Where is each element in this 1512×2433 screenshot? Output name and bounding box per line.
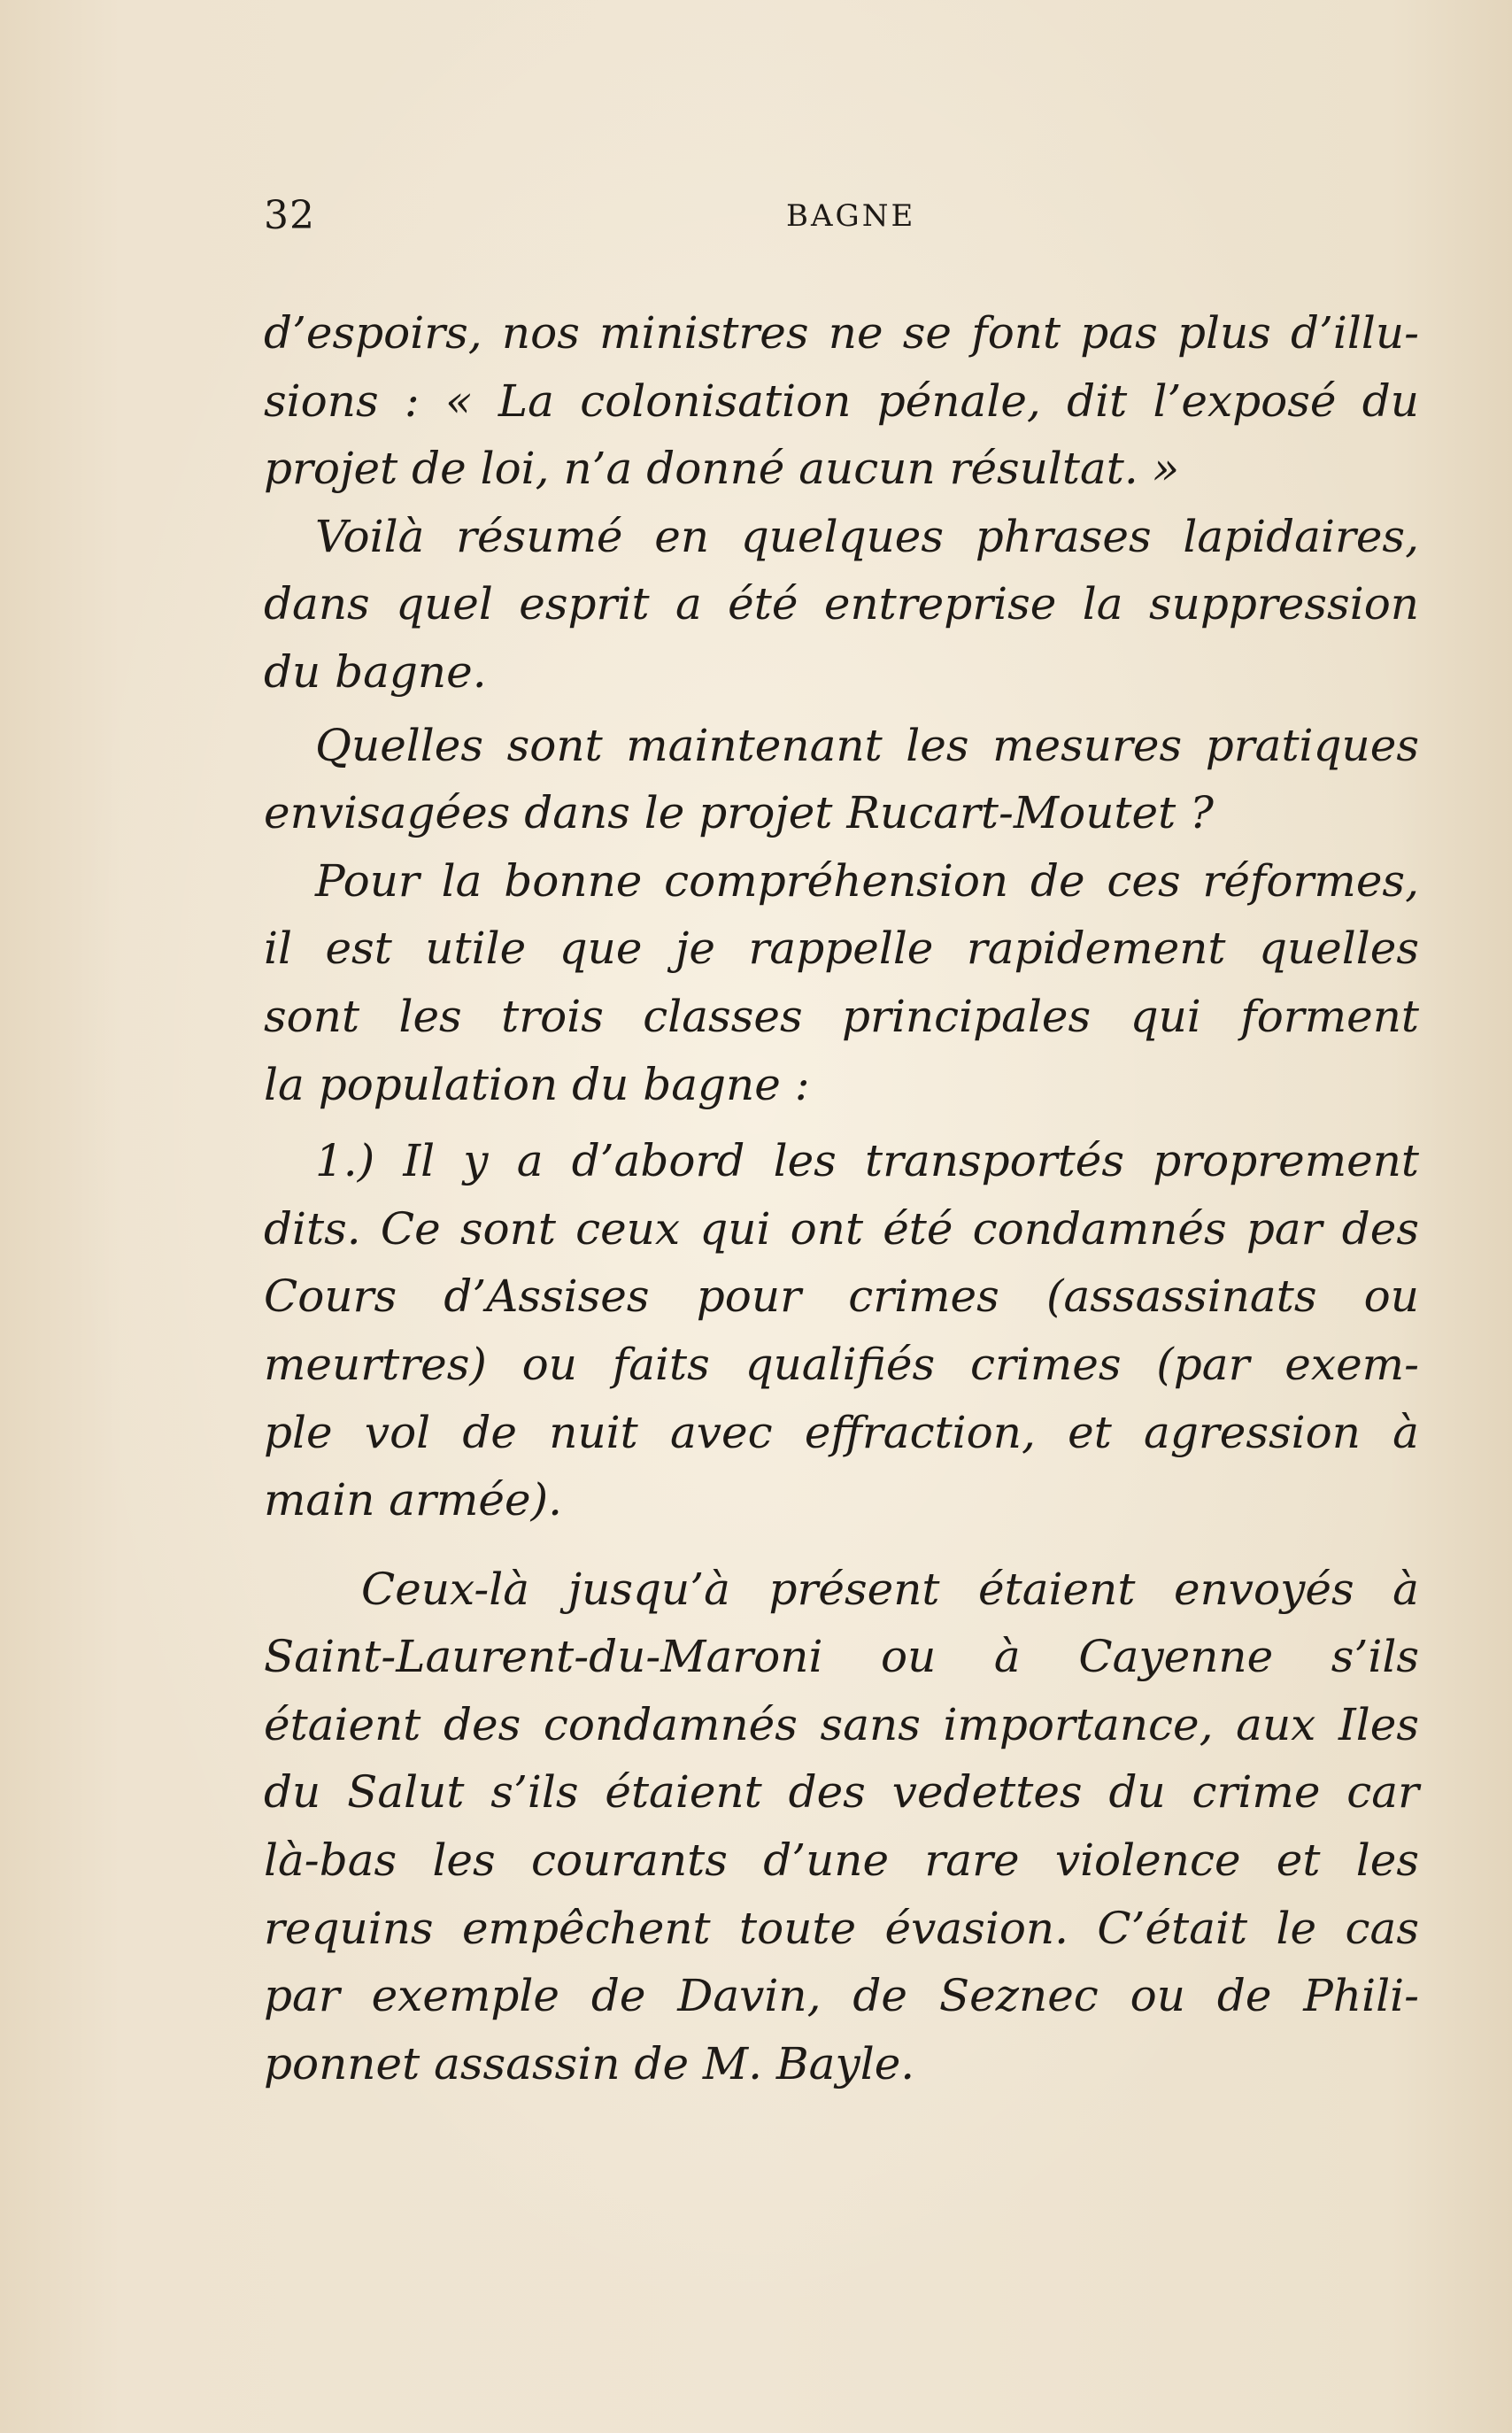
page-number: 32 [264, 193, 315, 238]
text-line: là-bas les courants d’une rare violence et les [264, 1834, 1419, 1887]
text-line: par exemple de Davin, de Seznec ou de Phili- [264, 1970, 1419, 2022]
running-title: BAGNE [786, 198, 916, 234]
text-line: 1.) Il y a d’abord les transportés proprement [315, 1135, 1419, 1187]
text-line: envisagées dans le projet Rucart-Moutet ? [264, 787, 1214, 839]
text-line: Quelles sont maintenant les mesures pratiques [315, 719, 1419, 771]
text-line: d’espoirs, nos ministres ne se font pas plus d’illu- [264, 307, 1419, 359]
text-line: sions : « La colonisation pénale, dit l’exposé du [264, 375, 1419, 427]
body-text [264, 299, 1419, 2097]
text-line: Ceux-là jusqu’à présent étaient envoyés à [361, 1563, 1419, 1615]
text-line: la population du bagne : [264, 1058, 810, 1110]
text-line: il est utile que je rappelle rapidement quelles [264, 923, 1419, 975]
running-head [264, 193, 1419, 246]
text-line: Pour la bonne compréhension de ces réformes, [315, 854, 1419, 907]
text-line: Saint-Laurent-du-Maroni ou à Cayenne s’ils [264, 1631, 1419, 1683]
text-line: ponnet assassin de M. Bayle. [264, 2037, 915, 2089]
text-line: étaient des condamnés sans importance, aux Iles [264, 1698, 1419, 1750]
text-line: requins empêchent toute évasion. C’était le cas [264, 1902, 1419, 1954]
text-line: main armée). [264, 1474, 563, 1526]
text-line: sont les trois classes principales qui forment [264, 990, 1419, 1042]
text-line: dits. Ce sont ceux qui ont été condamnés par des [264, 1202, 1419, 1255]
text-line: projet de loi, n’a donné aucun résultat. » [264, 443, 1180, 495]
text-line: Cours d’Assises pour crimes (assassinats ou [264, 1271, 1419, 1323]
text-line: meurtres) ou faits qualifiés crimes (par exem- [264, 1338, 1419, 1390]
text-line: du bagne. [264, 645, 487, 698]
text-line: du Salut s’ils étaient des vedettes du crime car [264, 1766, 1419, 1819]
text-line: ple vol de nuit avec effraction, et agression à [264, 1406, 1419, 1458]
text-line: dans quel esprit a été entreprise la suppression [264, 578, 1419, 630]
text-line: Voilà résumé en quelques phrases lapidaires, [315, 510, 1419, 562]
